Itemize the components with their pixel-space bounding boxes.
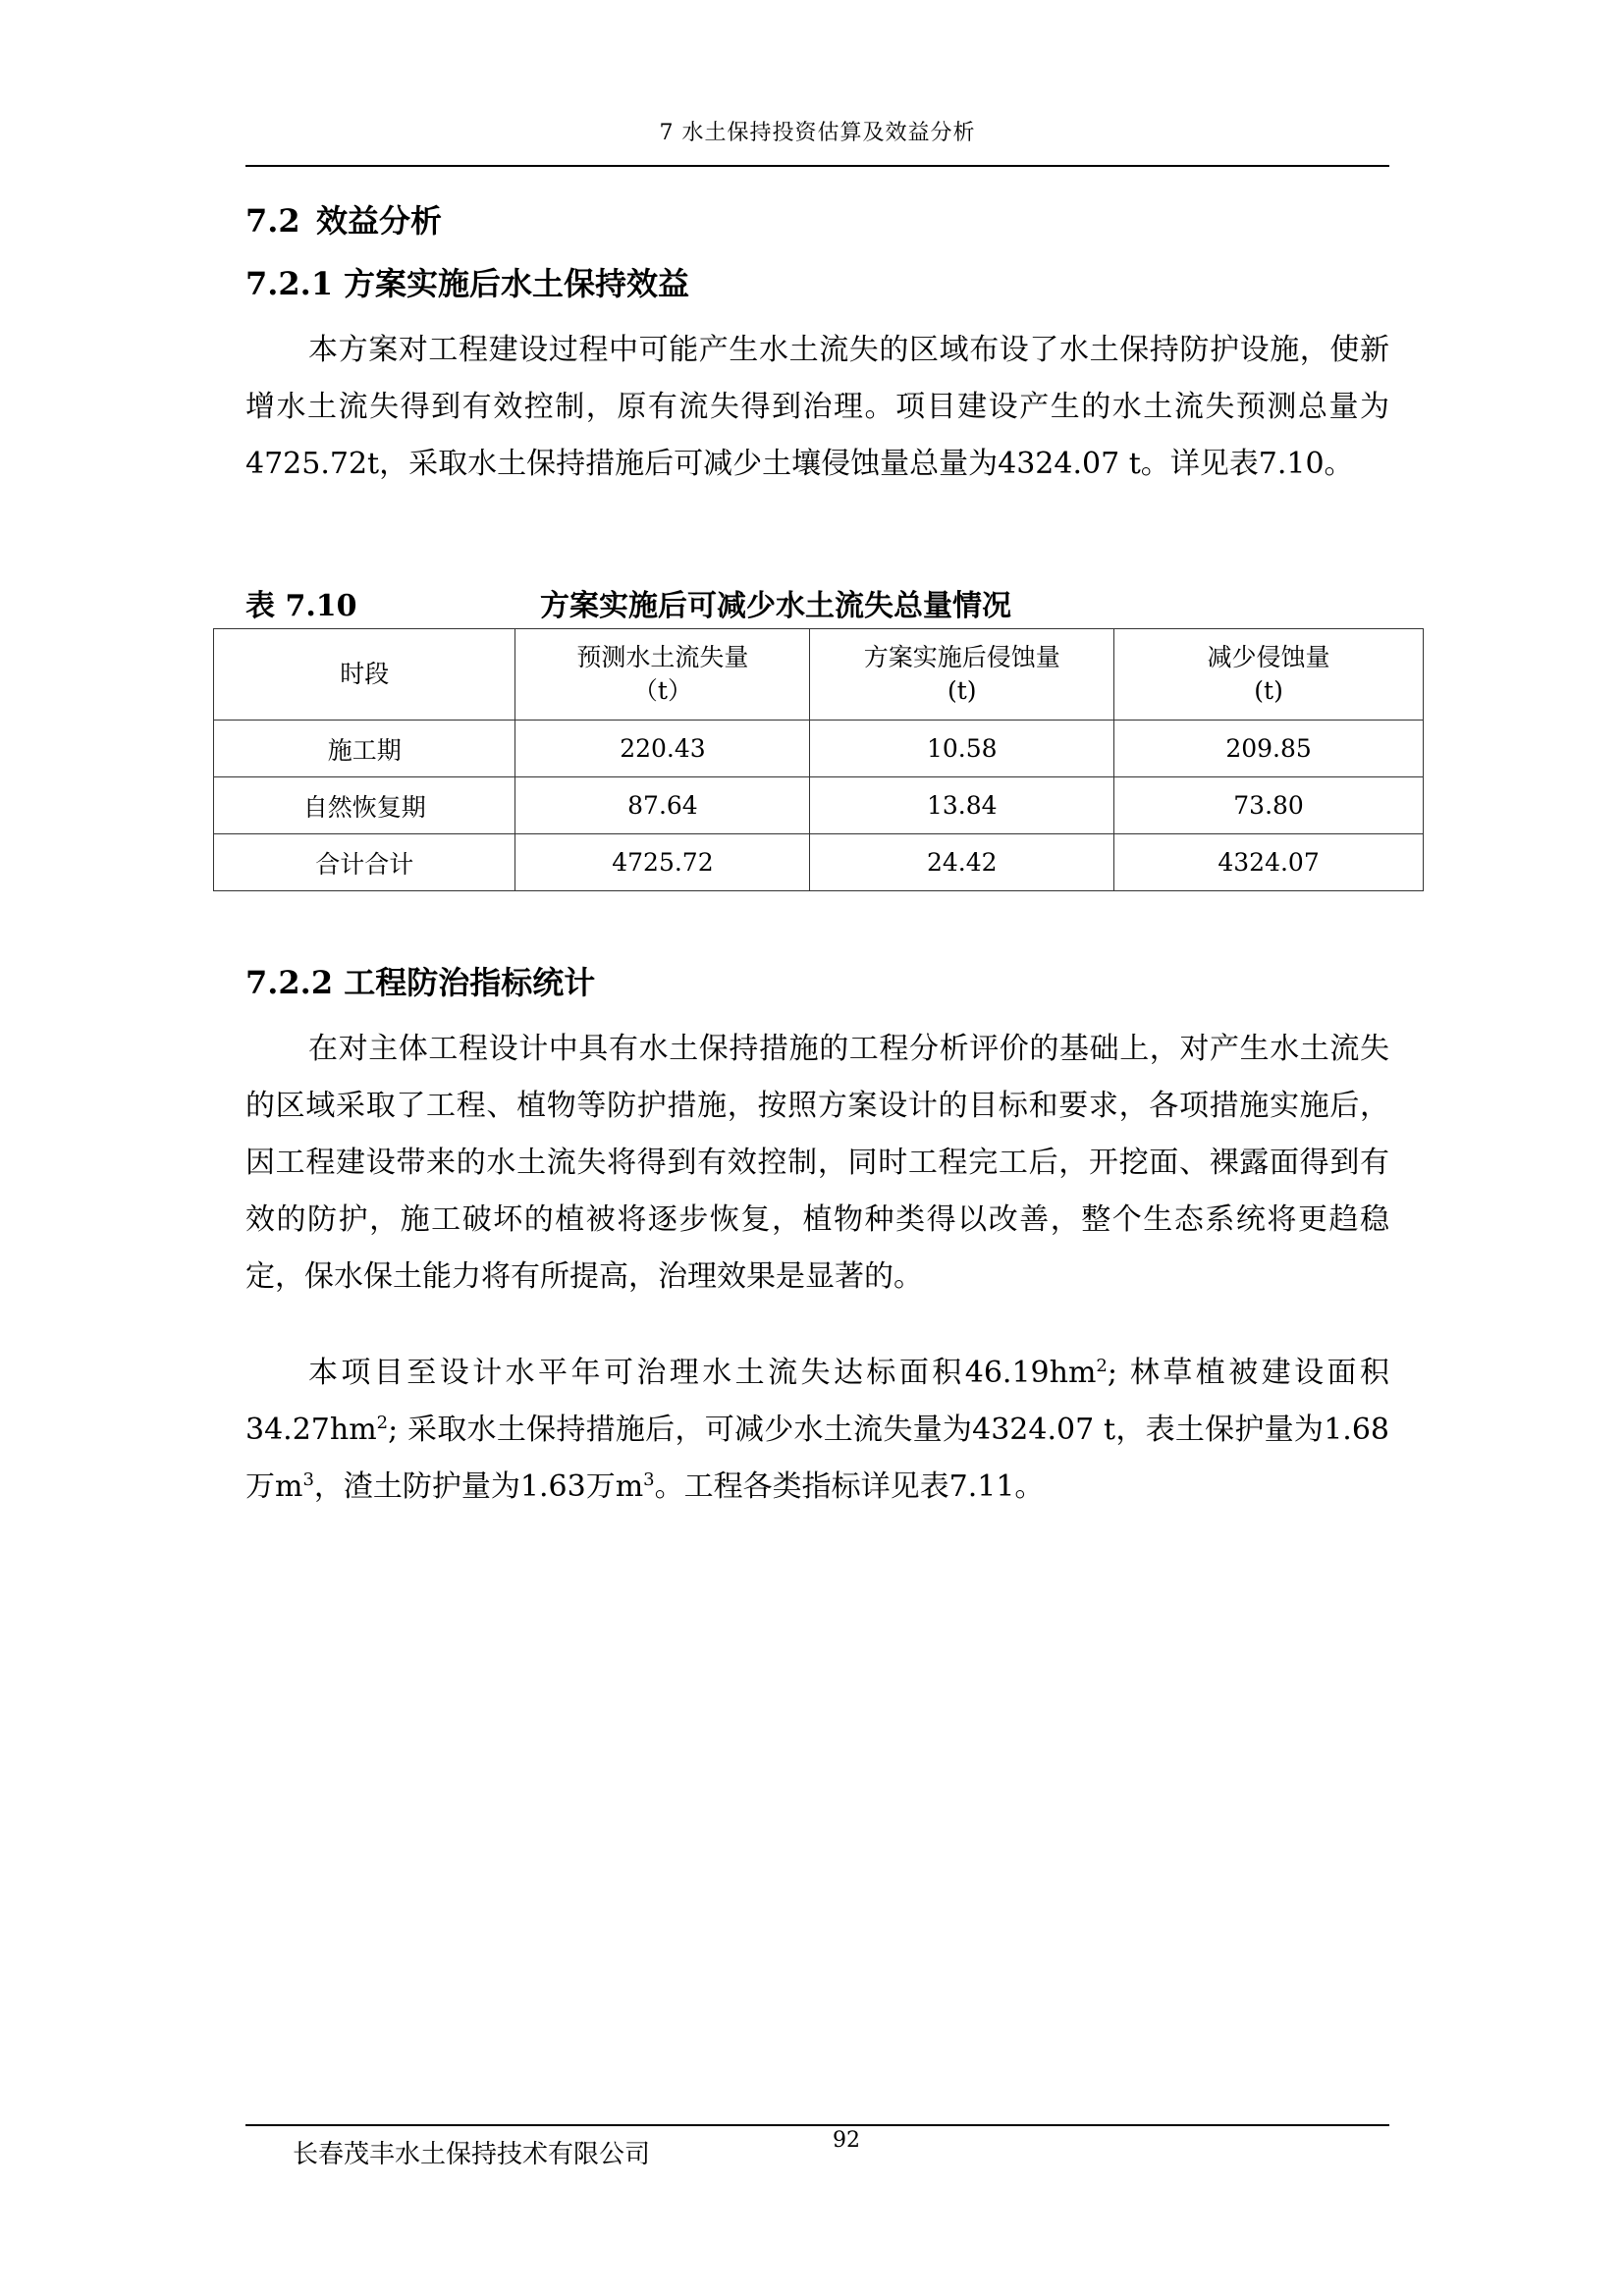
table-cell: 220.43 [515, 721, 810, 777]
section-number: 7.2 [245, 202, 300, 240]
paragraph-benefit: 本方案对工程建设过程中可能产生水土流失的区域布设了水土保持防护设施，使新增水土流失得到有效控制，原有流失得到治理。项目建设产生的水土流失预测总量为4725.72t，采取水土保持措施后可减少土壤侵蚀量总量为4324.07 t。详见表7.10。 [245, 333, 1389, 481]
table-cell: 87.64 [515, 777, 810, 834]
section-title: 效益分析 [316, 202, 443, 240]
page-number: 92 [833, 2128, 860, 2153]
table-caption-title: 方案实施后可减少水土流失总量情况 [540, 589, 1011, 623]
paragraph-indicators: 本项目至设计水平年可治理水土流失达标面积$46.19hm^2$; 林草植被建设面积$34.27hm^2$; 采取水土保持措施后，可减少水土流失量为4324.07 t，表土保护量为1.68万$m^3$，渣土防护量为1.63万$m^3$。工程各类指标详见表7.11。 [245, 1356, 1389, 1504]
soil-loss-table [213, 628, 1424, 891]
header-cell-predicted: 预测水土流失量 （t） [515, 629, 810, 721]
section-heading-7-2-2: 7.2.2 工程防治指标统计 [245, 964, 596, 1001]
table-row [214, 834, 1424, 891]
table-cell: 4725.72 [515, 834, 810, 891]
header-cell-period: 时段 [214, 629, 515, 721]
table-cell: 73.80 [1114, 777, 1424, 834]
header-cell-reduction: 减少侵蚀量 (t) [1114, 629, 1424, 721]
table-cell: 10.58 [810, 721, 1114, 777]
table-row [214, 777, 1424, 834]
table-cell: 自然恢复期 [214, 777, 515, 834]
table-row [214, 721, 1424, 777]
table-cell: 24.42 [810, 834, 1114, 891]
header-cell-after: 方案实施后侵蚀量 (t) [810, 629, 1114, 721]
footer-rule [245, 2124, 1389, 2126]
header-rule [245, 165, 1389, 167]
paragraph-prevention: 在对主体工程设计中具有水土保持措施的工程分析评价的基础上，对产生水土流失的区域采取了工程、植物等防护措施，按照方案设计的目标和要求，各项措施实施后，因工程建设带来的水土流失将得到有效控制，同时工程完工后，开挖面、裸露面得到有效的防护，施工破坏的植被将逐步恢复，植物种类得以改善，整个生态系统将更趋稳定，保水保土能力将有所提高，治理效果是显著的。 [245, 1032, 1389, 1294]
table-cell: 4324.07 [1114, 834, 1424, 891]
section-heading-7-2 [245, 196, 442, 241]
running-header: 7 水土保持投资估算及效益分析 [659, 121, 976, 145]
table-caption-number: 表 7.10 [245, 589, 357, 623]
table-header-row [214, 629, 1424, 721]
table-cell: 施工期 [214, 721, 515, 777]
footer-company: 长春茂丰水土保持技术有限公司 [293, 2140, 651, 2169]
section-title: 方案实施后水土保持效益 [344, 265, 690, 302]
section-heading-7-2-1 [245, 259, 689, 304]
table-cell: 合计合计 [214, 834, 515, 891]
table-cell: 209.85 [1114, 721, 1424, 777]
section-number: 7.2.1 [245, 265, 334, 302]
table-cell: 13.84 [810, 777, 1114, 834]
